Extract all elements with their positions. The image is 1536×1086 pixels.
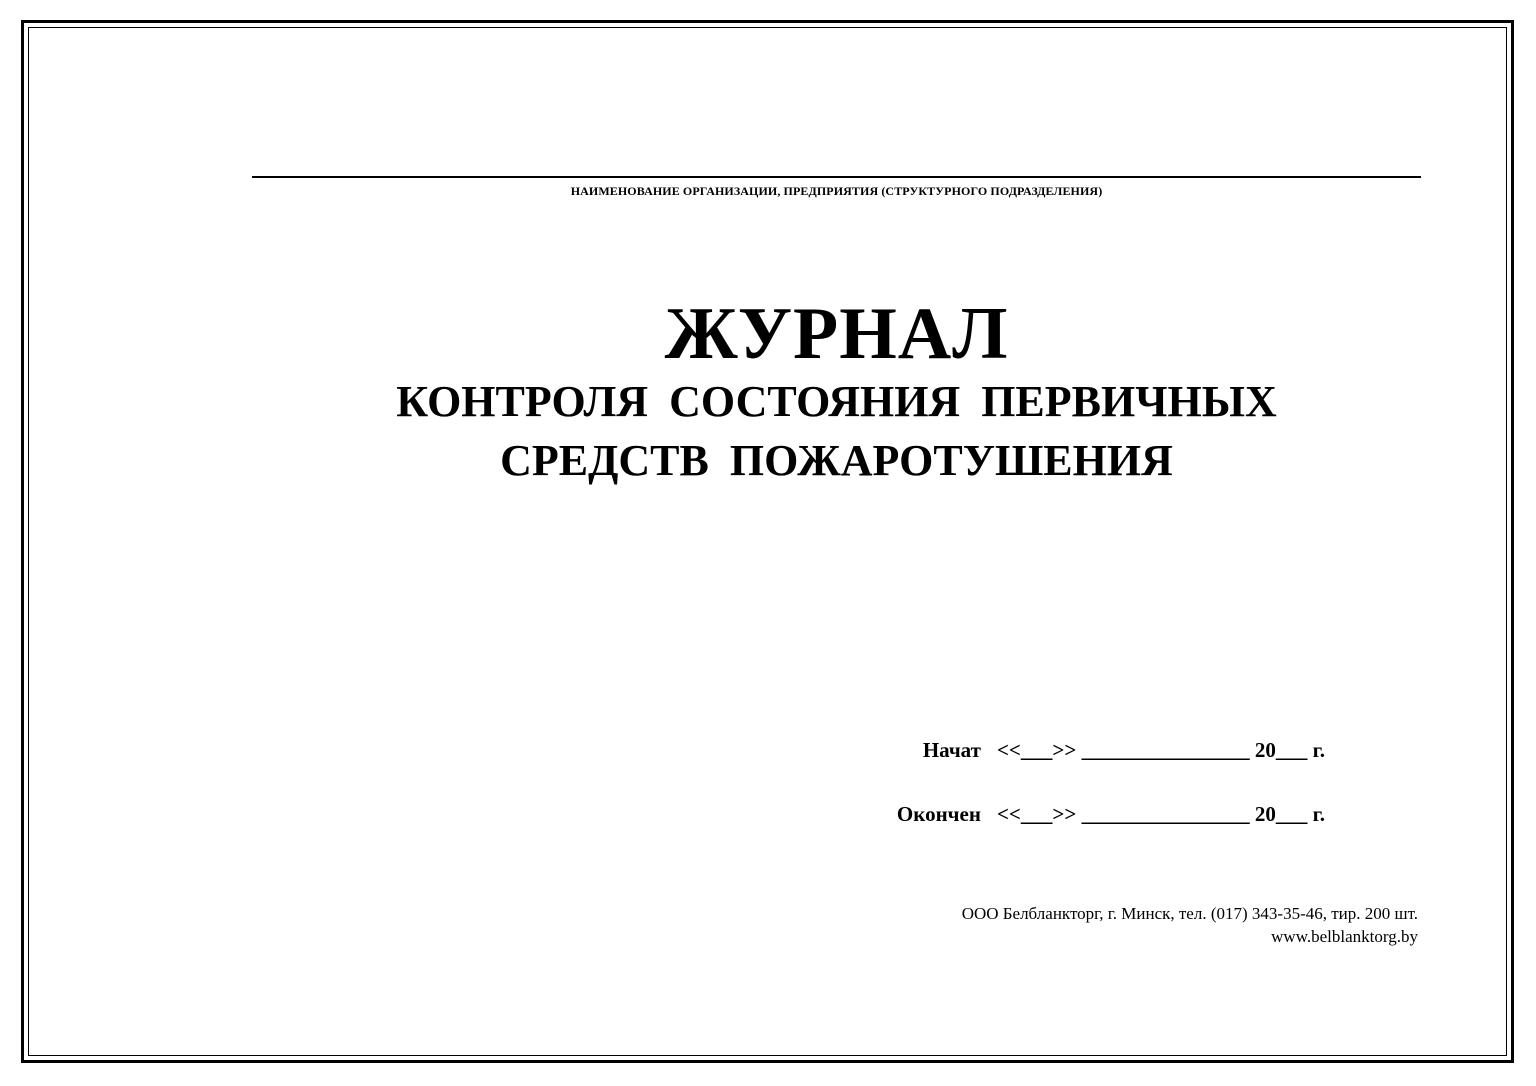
end-date-label: Окончен bbox=[896, 802, 981, 826]
start-date-label: Начат bbox=[922, 738, 981, 762]
journal-subtitle-line-2: СРЕДСТВ ПОЖАРОТУШЕНИЯ bbox=[500, 436, 1173, 485]
journal-subtitle-line-1: КОНТРОЛЯ СОСТОЯНИЯ ПЕРВИЧНЫХ bbox=[396, 377, 1277, 426]
publisher-info bbox=[962, 902, 1418, 948]
start-date-row bbox=[923, 738, 1325, 763]
organization-name-line bbox=[252, 176, 1421, 178]
publisher-website: www.belblanktorg.by bbox=[1271, 927, 1418, 946]
start-date-field: <<___>> ________________ 20___ г. bbox=[996, 738, 1325, 762]
publisher-contacts: ООО Белбланкторг, г. Минск, тел. (017) 343-35-46, тир. 200 шт. bbox=[961, 904, 1418, 923]
end-date-row bbox=[897, 802, 1325, 827]
end-date-field: <<___>> ________________ 20___ г. bbox=[996, 802, 1325, 826]
organization-name-caption: НАИМЕНОВАНИЕ ОРГАНИЗАЦИИ, ПРЕДПРИЯТИЯ (СТРУКТУРНОГО ПОДРАЗДЕЛЕНИЯ) bbox=[570, 184, 1103, 198]
journal-title: ЖУРНАЛ bbox=[664, 293, 1009, 375]
